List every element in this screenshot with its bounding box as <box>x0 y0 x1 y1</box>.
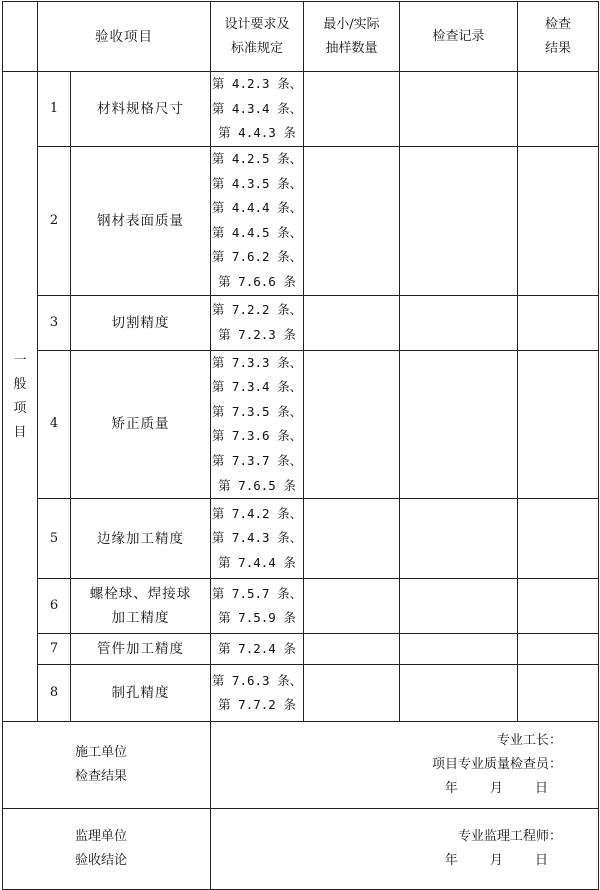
row-number: 3 <box>38 295 71 350</box>
inspection-record-cell <box>400 350 518 499</box>
design-requirement-header: 设计要求及 标准规定 <box>211 2 304 72</box>
foreman-label: 专业工长： <box>496 733 562 749</box>
sample-quantity-cell <box>304 665 400 722</box>
item-name: 矫正质量 <box>71 350 211 499</box>
clause-list: 第 4.2.5 条、 第 4.3.5 条、 第 4.4.4 条、 第 4.4.5 条、 第 7.6.2 条、 第 7.6.6 条 <box>211 147 304 296</box>
inspection-record-cell <box>400 634 518 665</box>
inspection-result-cell <box>518 499 599 579</box>
row-number: 5 <box>38 499 71 579</box>
item-name: 材料规格尺寸 <box>71 72 211 147</box>
supervision-sign-area <box>211 809 599 890</box>
inspection-result-cell <box>518 634 599 665</box>
sample-quantity-cell <box>304 147 400 296</box>
clause-list: 第 7.2.2 条、 第 7.2.3 条 <box>211 295 304 350</box>
construction-sign-area <box>211 722 599 809</box>
inspection-result-cell <box>518 295 599 350</box>
sample-quantity-cell <box>304 72 400 147</box>
row-number: 4 <box>38 350 71 499</box>
sample-quantity-cell <box>304 634 400 665</box>
supervision-date-label: 年 月 日 <box>444 853 562 869</box>
item-name: 制孔精度 <box>71 665 211 722</box>
inspection-record-header: 检查记录 <box>400 2 518 72</box>
item-name: 钢材表面质量 <box>71 147 211 296</box>
inspection-result-header: 检查 结果 <box>518 2 599 72</box>
category-header-cell <box>3 2 38 72</box>
sample-quantity-header: 最小/实际 抽样数量 <box>304 2 400 72</box>
inspection-record-cell <box>400 665 518 722</box>
construction-unit-label: 施工单位 检查结果 <box>3 722 211 809</box>
row-number: 7 <box>38 634 71 665</box>
supervising-engineer-label: 专业监理工程师： <box>457 829 562 845</box>
row-number: 6 <box>38 579 71 634</box>
acceptance-table <box>2 1 599 890</box>
clause-list: 第 7.2.4 条 <box>211 634 304 665</box>
item-name: 切割精度 <box>71 295 211 350</box>
item-name: 边缘加工精度 <box>71 499 211 579</box>
sample-quantity-cell <box>304 295 400 350</box>
inspection-result-cell <box>518 665 599 722</box>
quality-inspector-label: 项目专业质量检查员： <box>431 757 562 773</box>
construction-unit-row <box>3 722 599 809</box>
row-number: 2 <box>38 147 71 296</box>
row-number: 1 <box>38 72 71 147</box>
supervision-unit-row <box>3 809 599 890</box>
construction-date-label: 年 月 日 <box>444 781 562 797</box>
inspection-result-cell <box>518 72 599 147</box>
clause-list: 第 4.2.3 条、 第 4.3.4 条、 第 4.4.3 条 <box>211 72 304 147</box>
sample-quantity-cell <box>304 579 400 634</box>
table-row <box>3 295 599 350</box>
clause-list: 第 7.4.2 条、 第 7.4.3 条、 第 7.4.4 条 <box>211 499 304 579</box>
clause-list: 第 7.3.3 条、 第 7.3.4 条、 第 7.3.5 条、 第 7.3.6 条、 第 7.3.7 条、 第 7.6.5 条 <box>211 350 304 499</box>
sample-quantity-cell <box>304 350 400 499</box>
clause-list: 第 7.6.3 条、 第 7.7.2 条 <box>211 665 304 722</box>
row-number: 8 <box>38 665 71 722</box>
header-row <box>3 2 599 72</box>
inspection-record-cell <box>400 499 518 579</box>
table-row <box>3 147 599 296</box>
inspection-record-cell <box>400 295 518 350</box>
inspection-result-cell <box>518 350 599 499</box>
clause-list: 第 7.5.7 条、 第 7.5.9 条 <box>211 579 304 634</box>
table-row <box>3 350 599 499</box>
sample-quantity-cell <box>304 499 400 579</box>
table-row <box>3 579 599 634</box>
category-label: 一 般 项 目 <box>3 72 38 722</box>
inspection-result-cell <box>518 579 599 634</box>
table-row <box>3 499 599 579</box>
supervision-unit-label: 监理单位 验收结论 <box>3 809 211 890</box>
inspection-record-cell <box>400 72 518 147</box>
inspection-record-cell <box>400 147 518 296</box>
item-name: 管件加工精度 <box>71 634 211 665</box>
item-name: 螺栓球、焊接球 加工精度 <box>71 579 211 634</box>
table-row <box>3 72 599 147</box>
table-row <box>3 634 599 665</box>
inspection-record-cell <box>400 579 518 634</box>
inspection-result-cell <box>518 147 599 296</box>
item-header: 验收项目 <box>38 2 211 72</box>
table-row <box>3 665 599 722</box>
